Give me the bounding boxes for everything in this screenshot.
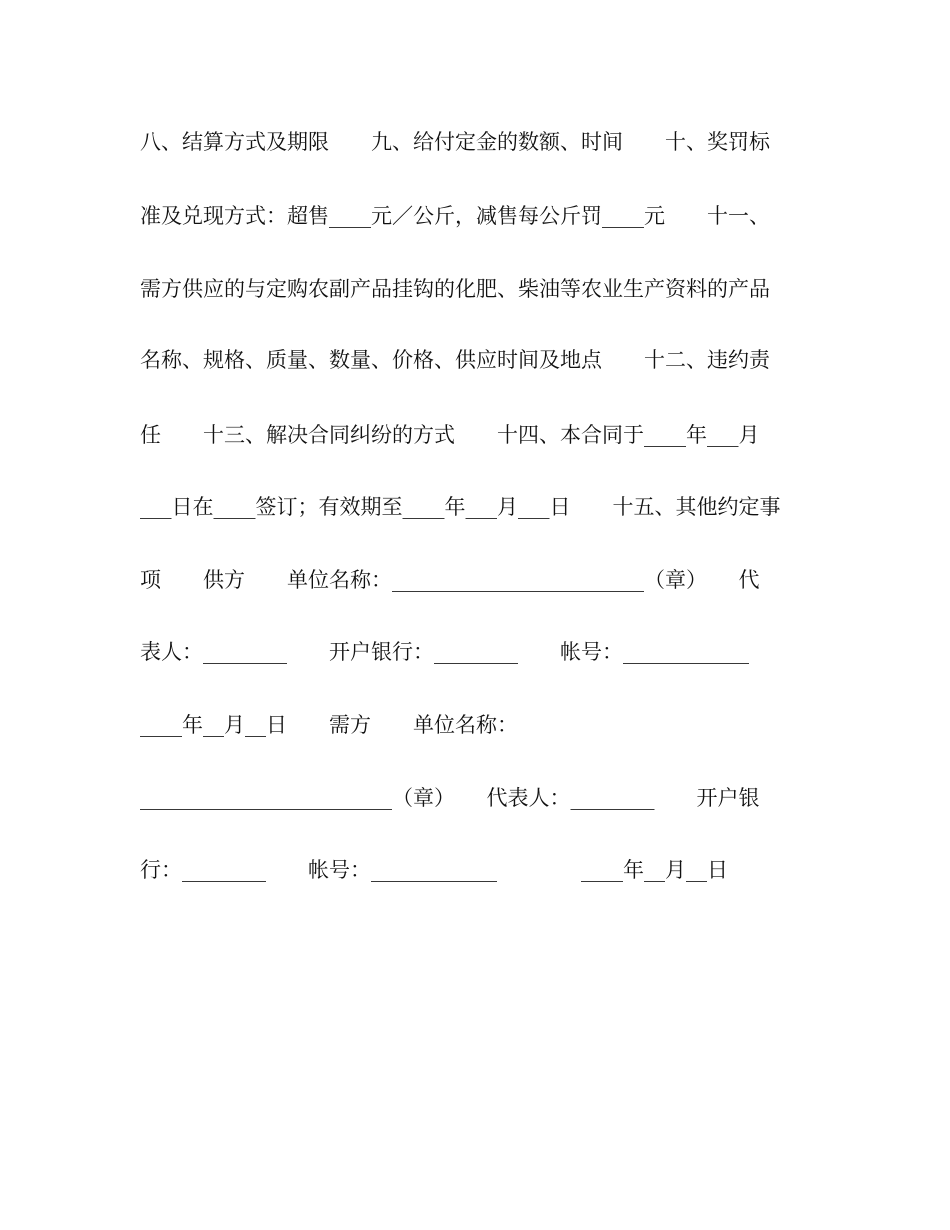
text-line-2: 准及兑现方式：超售____元／公斤，减售每公斤罚____元 十一、 bbox=[140, 204, 770, 228]
text-line-6: ___日在____签订；有效期至____年___月___日 十五、其他约定事 bbox=[140, 495, 781, 519]
text-line-5: 任 十三、解决合同纠纷的方式 十四、本合同于____年___月 bbox=[140, 423, 760, 447]
text-line-1: 八、结算方式及期限 九、给付定金的数额、时间 十、奖罚标 bbox=[140, 130, 770, 154]
text-line-9: ____年__月__日 需方 单位名称： bbox=[140, 713, 518, 737]
text-line-3: 需方供应的与定购农副产品挂钩的化肥、柴油等农业生产资料的产品 bbox=[140, 277, 770, 301]
text-line-7: 项 供方 单位名称：________________________（章） 代 bbox=[140, 568, 760, 592]
text-line-8: 表人：________ 开户银行：________ 帐号：____________ bbox=[140, 640, 749, 664]
text-line-10: ________________________（章） 代表人：________ 开户银 bbox=[140, 786, 760, 810]
text-line-4: 名称、规格、质量、数量、价格、供应时间及地点 十二、违约责 bbox=[140, 348, 770, 372]
text-line-11: 行：________ 帐号：____________ ____年__月__日 bbox=[140, 858, 728, 882]
